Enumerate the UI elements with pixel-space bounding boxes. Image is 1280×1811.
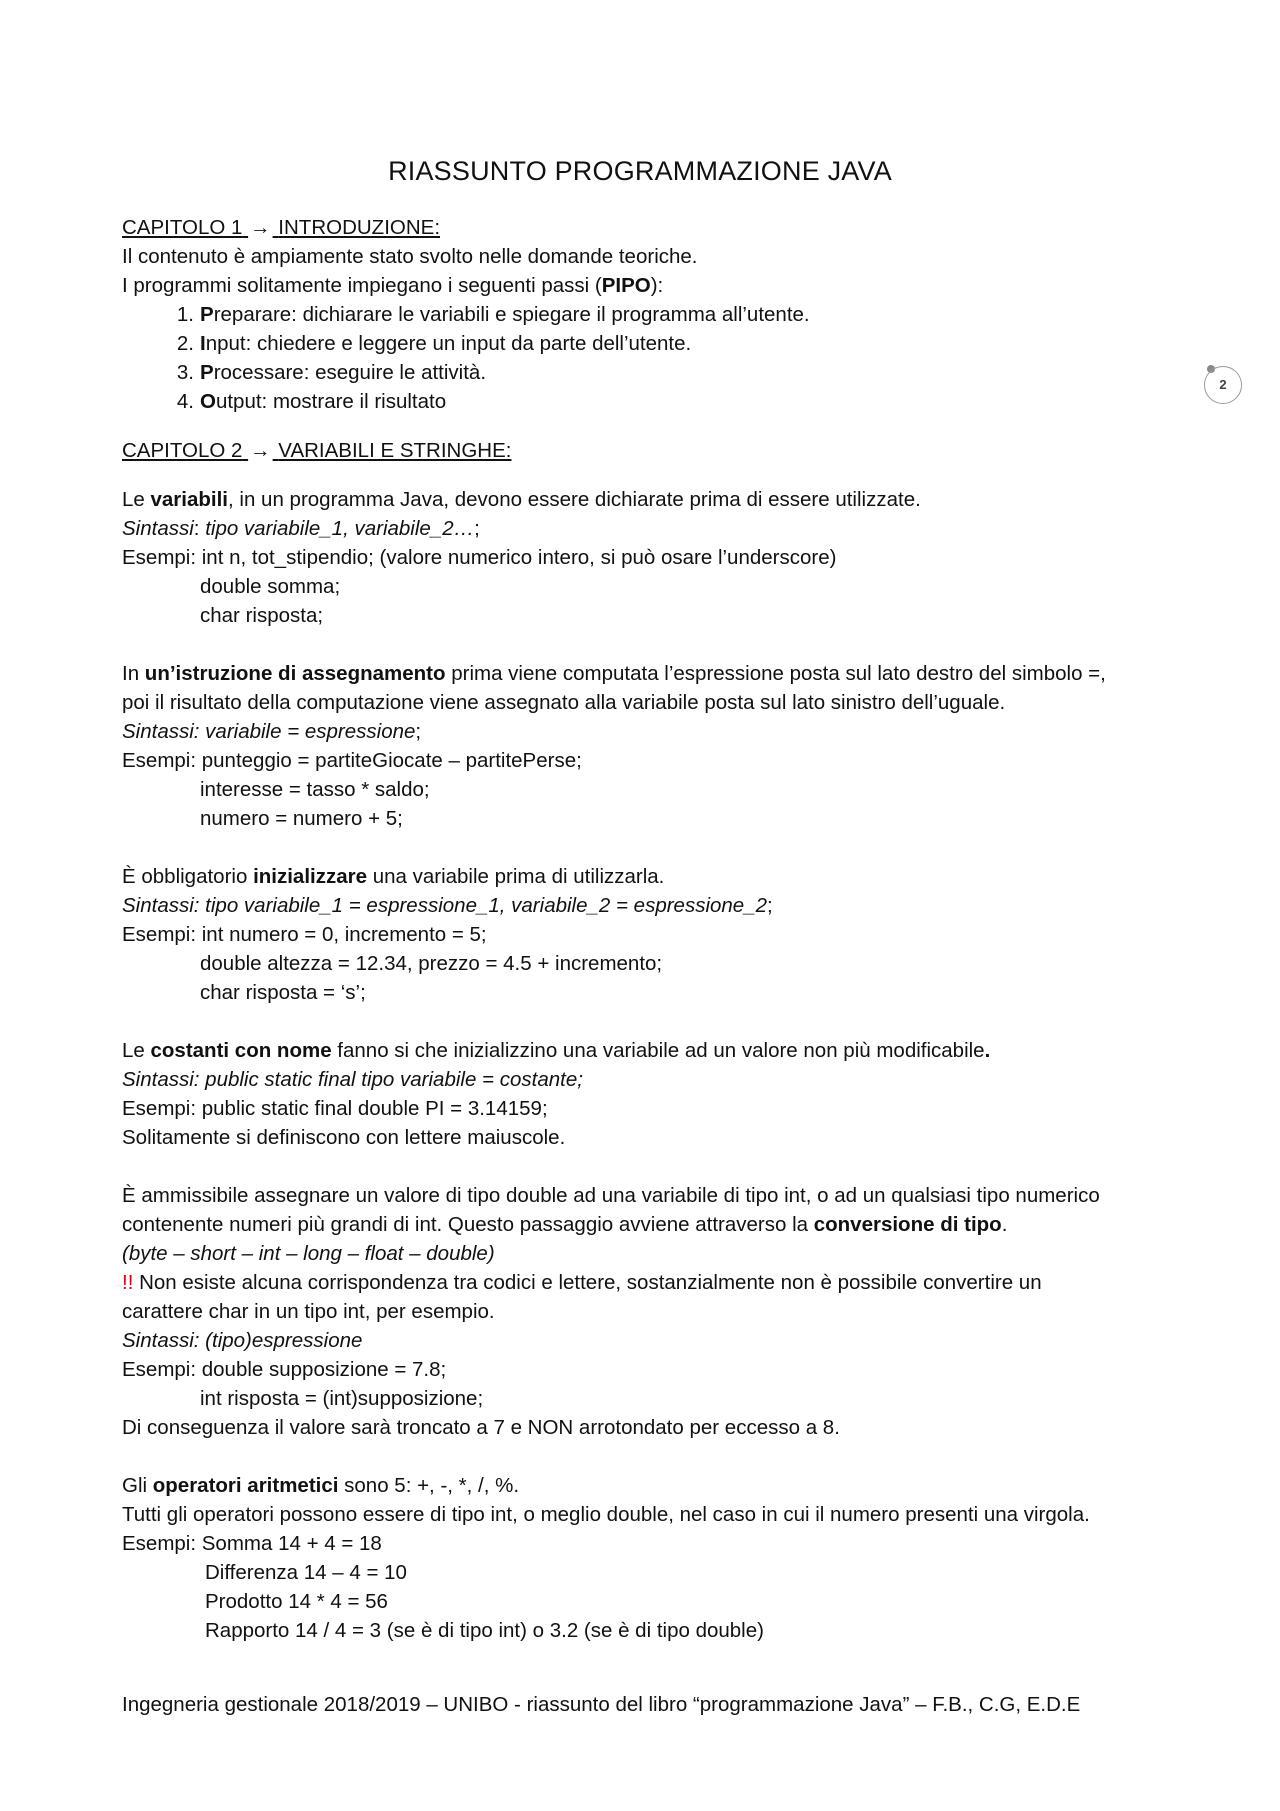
right-arrow-icon: → [250, 439, 271, 462]
example-line: Esempi: int numero = 0, incremento = 5; [122, 923, 487, 946]
paragraph: Gli operatori aritmetici sono 5: +, -, *, /, %. [122, 1474, 520, 1497]
example-line: interesse = tasso * saldo; [200, 778, 430, 801]
list-item: 1. Preparare: dichiarare le variabili e spiegare il programma all’utente. [176, 303, 810, 326]
type-order-line: (byte – short – int – long – float – double) [122, 1242, 495, 1265]
example-line: double altezza = 12.34, prezzo = 4.5 + incremento; [200, 952, 663, 975]
syntax-line: Sintassi: tipo variabile_1 = espressione_1, variabile_2 = espressione_2; [122, 894, 773, 917]
paragraph: Le variabili, in un programma Java, devono essere dichiarate prima di essere utilizzate. [122, 488, 921, 511]
page-number-badge: 2 [1204, 366, 1242, 404]
paragraph: È obbligatorio inizializzare una variabile prima di utilizzarla. [122, 865, 665, 888]
syntax-line: Sintassi: tipo variabile_1, variabile_2…; [122, 517, 480, 540]
warning-icon: !! [122, 1271, 134, 1294]
warning-line: !! Non esiste alcuna corrispondenza tra codici e lettere, sostanzialmente non è possibile convertire un [122, 1271, 1042, 1294]
list-item: 2. Input: chiedere e leggere un input da parte dell’utente. [176, 332, 692, 355]
example-line: numero = numero + 5; [200, 807, 403, 830]
right-arrow-icon: → [250, 216, 271, 239]
syntax-line: Sintassi: public static final tipo variabile = costante; [122, 1068, 583, 1091]
syntax-line: Sintassi: variabile = espressione; [122, 720, 422, 743]
paragraph: Tutti gli operatori possono essere di tipo int, o meglio double, nel caso in cui il numero presenti una virgola. [122, 1503, 1090, 1526]
pipo-steps-list [122, 300, 1192, 416]
example-line: int risposta = (int)supposizione; [200, 1387, 484, 1410]
paragraph: Le costanti con nome fanno si che inizializzino una variabile ad un valore non più modificabile. [122, 1039, 991, 1062]
chapter-1-heading: CAPITOLO 1 → INTRODUZIONE: [122, 213, 1192, 242]
example-line: Esempi: int n, tot_stipendio; (valore numerico intero, si può osare l’underscore) [122, 546, 837, 569]
paragraph: I programmi solitamente impiegano i seguenti passi (PIPO): [122, 274, 664, 297]
paragraph: Di conseguenza il valore sarà troncato a 7 e NON arrotondato per eccesso a 8. [122, 1416, 840, 1439]
page-title: RIASSUNTO PROGRAMMAZIONE JAVA [388, 156, 892, 186]
paragraph: Il contenuto è ampiamente stato svolto nelle domande teoriche. [122, 245, 698, 268]
example-line: Prodotto 14 * 4 = 56 [205, 1590, 388, 1613]
paragraph: carattere char in un tipo int, per esempio. [122, 1300, 495, 1323]
example-line: Esempi: double supposizione = 7.8; [122, 1358, 447, 1381]
list-item: 4. Output: mostrare il risultato [176, 390, 447, 413]
paragraph: Solitamente si definiscono con lettere maiuscole. [122, 1126, 566, 1149]
paragraph: In un’istruzione di assegnamento prima viene computata l’espressione posta sul lato destro del simbolo =, [122, 662, 1106, 685]
example-line: Esempi: Somma 14 + 4 = 18 [122, 1532, 382, 1555]
paragraph: È ammissibile assegnare un valore di tipo double ad una variabile di tipo int, o ad un qualsiasi tipo numerico [122, 1184, 1100, 1207]
syntax-line: Sintassi: (tipo)espressione [122, 1329, 363, 1352]
chapter-2-heading: CAPITOLO 2 → VARIABILI E STRINGHE: [122, 436, 1192, 465]
example-line: char risposta; [200, 604, 324, 627]
example-line: Esempi: public static final double PI = 3.14159; [122, 1097, 548, 1120]
list-item: 3. Processare: eseguire le attività. [176, 361, 487, 384]
example-line: char risposta = ‘s’; [200, 981, 366, 1004]
paragraph: contenente numeri più grandi di int. Questo passaggio avviene attraverso la conversione di tipo. [122, 1213, 1008, 1236]
example-line: Rapporto 14 / 4 = 3 (se è di tipo int) o 3.2 (se è di tipo double) [205, 1619, 764, 1642]
page-footer: Ingegneria gestionale 2018/2019 – UNIBO - riassunto del libro “programmazione Java” – F.B., C.G, E.D.E [122, 1693, 1081, 1716]
example-line: Differenza 14 – 4 = 10 [205, 1561, 407, 1584]
example-line: double somma; [200, 575, 341, 598]
paragraph: poi il risultato della computazione viene assegnato alla variabile posta sul lato sinistro dell’uguale. [122, 691, 1006, 714]
document-body [122, 213, 1192, 1645]
example-line: Esempi: punteggio = partiteGiocate – partitePerse; [122, 749, 582, 772]
